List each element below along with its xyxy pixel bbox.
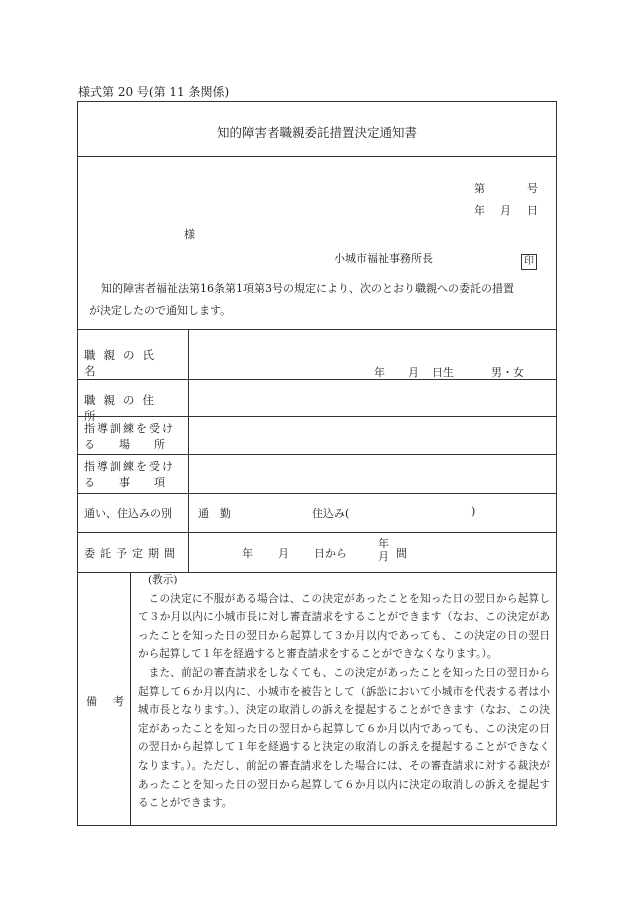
number-go: 号	[527, 182, 538, 195]
birth-day: 日生	[432, 366, 454, 379]
remarks-column-divider	[130, 572, 131, 826]
remarks-heading: (教示)	[148, 574, 178, 586]
seal-mark	[521, 249, 537, 270]
label-training-place-1: 指導訓練を受け	[84, 422, 175, 435]
remarks-paragraph-1: この決定に不服がある場合は、この決定があったことを知った日の翌日から起算して３か月以内に小城市長に対し審査請求をすることができます（なお、この決定があったことを知った日の翌日から起算して３か月以内であっても、この決定の日の翌日から起算して１年を経過すると審査請求をすることができなくなります。）。	[138, 592, 550, 661]
issuer-name: 小城市福祉事務所長	[334, 252, 433, 265]
document-title: 知的障害者職親委託措置決定通知書	[216, 125, 417, 140]
label-address: 職親の住所	[84, 393, 162, 423]
sex-choice: 男・女	[491, 366, 524, 379]
divider	[78, 379, 556, 380]
divider	[78, 493, 556, 494]
seal-box: 印	[521, 254, 537, 270]
period-year: 年	[242, 547, 253, 560]
row-name-label	[78, 347, 188, 379]
label-training-place-2: る場所	[84, 438, 189, 451]
remarks-label-right: 考	[113, 695, 124, 708]
period-month: 月	[278, 547, 289, 560]
notice-form	[77, 101, 557, 826]
divider	[78, 532, 556, 533]
birth-month: 月	[408, 366, 419, 379]
row-training-place-label	[78, 420, 188, 452]
date-month: 月	[500, 204, 511, 217]
form-number: 様式第 20 号(第 11 条関係)	[78, 85, 230, 99]
intro-text-line2: が決定したので通知します。	[89, 304, 232, 317]
label-name: 職親の氏名	[84, 348, 162, 378]
label-commute: 通い、住込みの別	[84, 507, 172, 520]
label-training-matter-2: る事項	[84, 476, 189, 489]
label-period: 委託予定期間	[84, 547, 180, 560]
date-day: 日	[527, 204, 538, 217]
addressee-suffix: 様	[184, 228, 195, 241]
period-length-year: 年	[378, 537, 389, 550]
commute-option: 通 勤	[198, 507, 231, 520]
livein-close-paren: )	[471, 505, 476, 518]
label-training-matter-1: 指導訓練を受け	[84, 460, 175, 473]
divider	[78, 156, 556, 157]
number-dai: 第	[474, 182, 485, 195]
divider	[78, 454, 556, 455]
divider	[78, 416, 556, 417]
birth-year: 年	[374, 366, 385, 379]
date-year: 年	[474, 204, 485, 217]
period-day-from: 日から	[314, 547, 347, 560]
period-length-kan: 間	[396, 547, 407, 560]
divider	[78, 329, 556, 330]
livein-option: 住込み(	[312, 507, 350, 520]
row-training-matter-label	[78, 458, 188, 490]
period-length-month: 月	[378, 550, 389, 563]
remarks-paragraph-2: また、前記の審査請求をしなくても、この決定があったことを知った日の翌日から起算して６か月以内に、小城市を被告として（訴訟において小城市を代表する者は小城市長となります。）、決定の取消しの訴えを提起することができます（なお、この決定があったことを知った日の翌日から起算して６か月以内であっても、この決定の日の翌日から起算して１年を経過すると決定の取消しの訴えを提起することができなくなります。）。ただし、前記の審査請求をした場合には、その審査請求に対する裁決があったことを知った日の翌日から起算して６か月以内に決定の取消しの訴えを提起することができます。	[138, 666, 550, 810]
intro-text-line1: 知的障害者福祉法第16条第1項第3号の規定により、次のとおり職親への委託の措置	[101, 282, 514, 295]
remarks-label-left: 備	[86, 695, 97, 708]
remarks-content	[138, 571, 550, 813]
